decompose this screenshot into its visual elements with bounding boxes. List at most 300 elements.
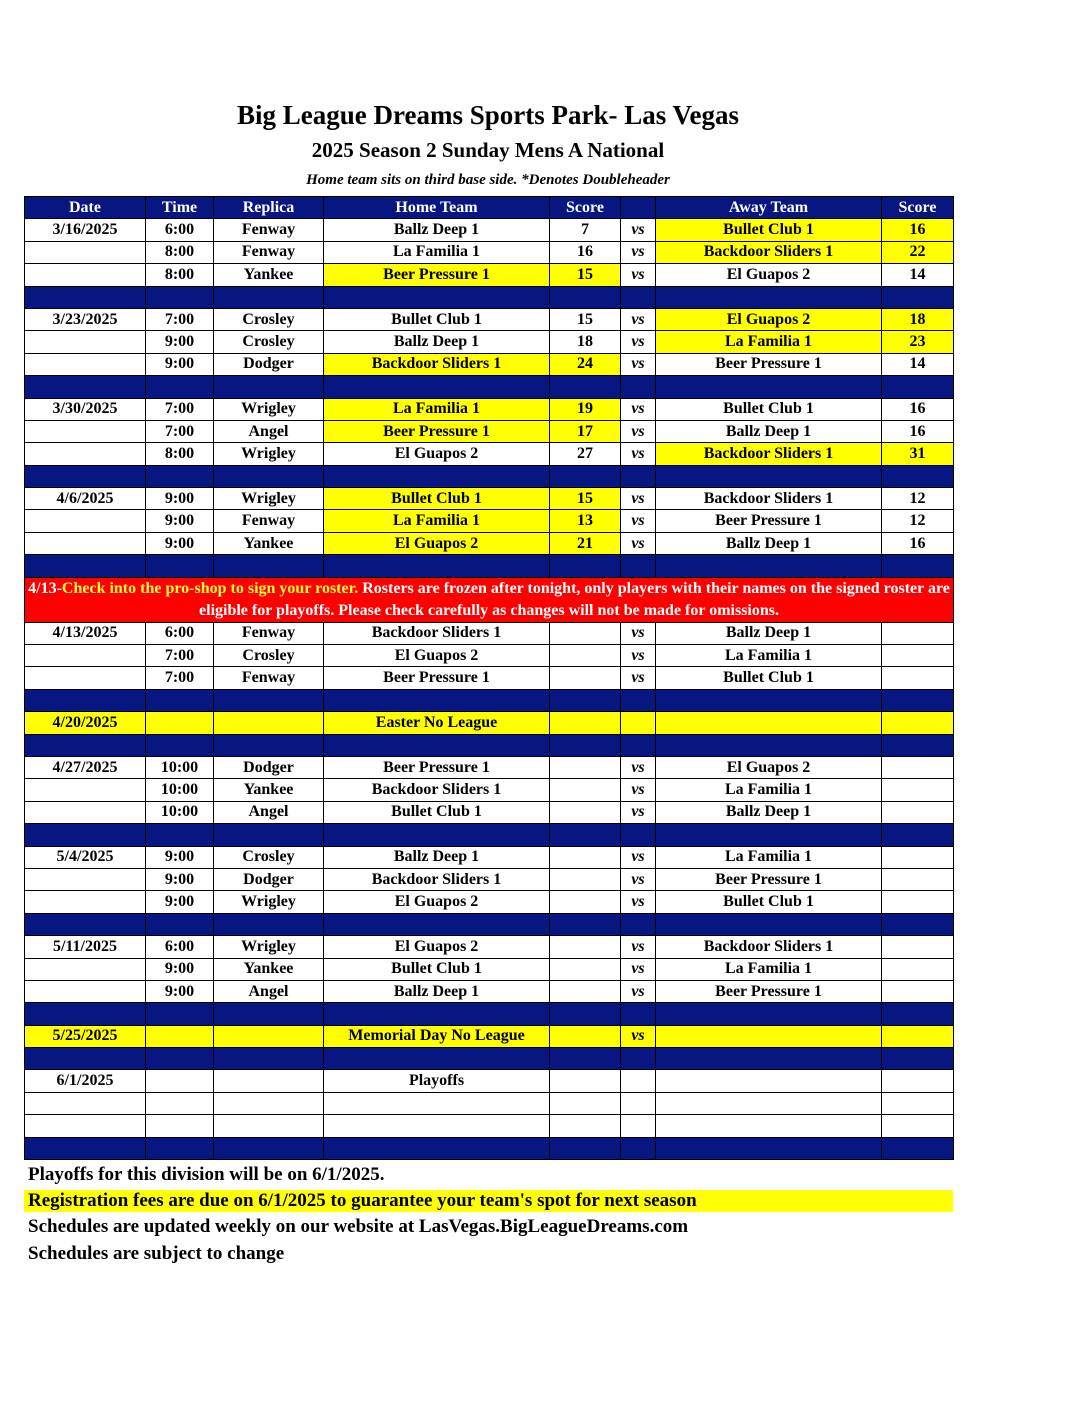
cell-time: 10:00: [146, 779, 214, 801]
cell-away-score: [882, 1115, 954, 1137]
game-row: [25, 1070, 954, 1092]
game-row: [25, 264, 954, 286]
cell-home-score: [550, 1092, 621, 1114]
separator-cell: [550, 376, 621, 398]
cell-date: 5/11/2025: [25, 936, 146, 958]
separator-cell: [882, 824, 954, 846]
cell-vs: vs: [621, 241, 656, 263]
footer-registration-note: Registration fees are due on 6/1/2025 to guarantee your team's spot for next season: [24, 1190, 953, 1212]
cell-time: 9:00: [146, 532, 214, 554]
separator-cell: [214, 689, 324, 711]
cell-time: 6:00: [146, 622, 214, 644]
page-subtitle: 2025 Season 2 Sunday Mens A National: [311, 138, 665, 162]
cell-replica: [214, 1025, 324, 1047]
cell-date: 4/20/2025: [25, 712, 146, 734]
roster-notice-highlight: Check into the pro-shop to sign your roster.: [61, 579, 359, 597]
cell-home-score: [550, 846, 621, 868]
cell-vs: vs: [621, 936, 656, 958]
cell-home-team: [324, 1115, 550, 1137]
cell-date: 3/23/2025: [25, 308, 146, 330]
cell-away-team: El Guapos 2: [656, 756, 882, 778]
cell-away-score: [882, 1025, 954, 1047]
separator-cell: [324, 1048, 550, 1070]
separator-cell: [324, 555, 550, 577]
cell-home-score: [550, 1070, 621, 1092]
cell-home-team: Ballz Deep 1: [324, 331, 550, 353]
cell-home-team: Bullet Club 1: [324, 801, 550, 823]
separator-cell: [656, 555, 882, 577]
separator-row: [25, 913, 954, 935]
cell-away-score: [882, 936, 954, 958]
separator-cell: [25, 465, 146, 487]
cell-away-team: [656, 1025, 882, 1047]
separator-cell: [656, 1048, 882, 1070]
separator-cell: [146, 824, 214, 846]
separator-cell: [146, 465, 214, 487]
cell-home-score: [550, 622, 621, 644]
cell-replica: Yankee: [214, 958, 324, 980]
cell-home-score: 19: [550, 398, 621, 420]
separator-row: [25, 689, 954, 711]
cell-away-score: [882, 868, 954, 890]
separator-row: [25, 1048, 954, 1070]
col-header-date: Date: [25, 197, 146, 219]
cell-date: [25, 891, 146, 913]
cell-vs: vs: [621, 1025, 656, 1047]
cell-date: [25, 868, 146, 890]
cell-home-team: Bullet Club 1: [324, 308, 550, 330]
col-header-home-score: Score: [550, 197, 621, 219]
cell-away-team: Beer Pressure 1: [656, 868, 882, 890]
roster-notice-text: Rosters are frozen after tonight, only players with their names on the signed roster are eligible for playoffs. Please check carefully as changes will not be made for omissions.: [199, 579, 950, 619]
separator-cell: [882, 913, 954, 935]
cell-away-score: 16: [882, 420, 954, 442]
separator-cell: [25, 555, 146, 577]
cell-vs: vs: [621, 443, 656, 465]
separator-cell: [324, 465, 550, 487]
separator-cell: [214, 913, 324, 935]
separator-cell: [25, 913, 146, 935]
separator-cell: [214, 555, 324, 577]
cell-vs: vs: [621, 958, 656, 980]
game-row: [25, 779, 954, 801]
cell-time: 6:00: [146, 936, 214, 958]
cell-home-score: 15: [550, 308, 621, 330]
cell-date: [25, 353, 146, 375]
cell-home-score: 27: [550, 443, 621, 465]
cell-vs: vs: [621, 779, 656, 801]
cell-vs: [621, 1070, 656, 1092]
cell-time: 7:00: [146, 398, 214, 420]
separator-cell: [621, 1137, 656, 1159]
cell-home-team: Beer Pressure 1: [324, 264, 550, 286]
cell-replica: Fenway: [214, 667, 324, 689]
cell-home-score: 13: [550, 510, 621, 532]
cell-away-score: [882, 712, 954, 734]
separator-cell: [324, 913, 550, 935]
cell-vs: [621, 1115, 656, 1137]
cell-home-team: El Guapos 2: [324, 891, 550, 913]
separator-cell: [656, 376, 882, 398]
col-header-time: Time: [146, 197, 214, 219]
cell-away-score: 14: [882, 353, 954, 375]
separator-cell: [550, 689, 621, 711]
cell-time: [146, 712, 214, 734]
cell-away-score: [882, 622, 954, 644]
cell-replica: Crosley: [214, 846, 324, 868]
cell-away-score: [882, 980, 954, 1002]
cell-vs: [621, 1092, 656, 1114]
cell-away-score: [882, 846, 954, 868]
game-row: [25, 219, 954, 241]
cell-away-score: 23: [882, 331, 954, 353]
cell-away-team: La Familia 1: [656, 331, 882, 353]
separator-cell: [25, 824, 146, 846]
game-row: [25, 622, 954, 644]
separator-cell: [25, 286, 146, 308]
cell-home-team: El Guapos 2: [324, 936, 550, 958]
separator-cell: [146, 1048, 214, 1070]
schedule-table: [24, 196, 954, 1160]
game-row: [25, 846, 954, 868]
cell-away-score: 16: [882, 532, 954, 554]
separator-cell: [882, 555, 954, 577]
separator-cell: [621, 376, 656, 398]
cell-away-team: Beer Pressure 1: [656, 510, 882, 532]
cell-replica: Dodger: [214, 868, 324, 890]
game-row: [25, 1092, 954, 1114]
cell-date: 4/6/2025: [25, 488, 146, 510]
cell-time: 9:00: [146, 846, 214, 868]
separator-cell: [146, 376, 214, 398]
cell-time: 8:00: [146, 443, 214, 465]
cell-vs: vs: [621, 488, 656, 510]
cell-replica: Fenway: [214, 241, 324, 263]
cell-away-score: 16: [882, 219, 954, 241]
cell-away-team: Bullet Club 1: [656, 219, 882, 241]
separator-cell: [146, 689, 214, 711]
cell-replica: Crosley: [214, 308, 324, 330]
cell-away-team: Ballz Deep 1: [656, 532, 882, 554]
cell-away-team: La Familia 1: [656, 846, 882, 868]
cell-date: [25, 801, 146, 823]
cell-home-score: 18: [550, 331, 621, 353]
cell-away-team: [656, 1070, 882, 1092]
cell-replica: [214, 712, 324, 734]
cell-away-score: [882, 891, 954, 913]
separator-cell: [324, 1137, 550, 1159]
separator-cell: [25, 1003, 146, 1025]
separator-cell: [25, 689, 146, 711]
col-header-vs: [621, 197, 656, 219]
separator-cell: [214, 286, 324, 308]
separator-row: [25, 465, 954, 487]
cell-away-team: Ballz Deep 1: [656, 420, 882, 442]
cell-home-team: Beer Pressure 1: [324, 420, 550, 442]
separator-cell: [324, 286, 550, 308]
cell-home-score: [550, 801, 621, 823]
separator-cell: [146, 555, 214, 577]
cell-replica: Dodger: [214, 756, 324, 778]
separator-cell: [550, 1003, 621, 1025]
separator-cell: [25, 376, 146, 398]
game-row: [25, 510, 954, 532]
cell-away-team: Bullet Club 1: [656, 891, 882, 913]
cell-home-team: La Familia 1: [324, 510, 550, 532]
separator-cell: [621, 555, 656, 577]
separator-cell: [621, 824, 656, 846]
game-row: [25, 308, 954, 330]
cell-date: 5/25/2025: [25, 1025, 146, 1047]
cell-away-score: 14: [882, 264, 954, 286]
cell-away-score: [882, 1070, 954, 1092]
game-row: [25, 756, 954, 778]
cell-time: 9:00: [146, 353, 214, 375]
cell-away-team: Backdoor Sliders 1: [656, 488, 882, 510]
cell-home-score: [550, 779, 621, 801]
game-row: [25, 420, 954, 442]
separator-cell: [146, 1137, 214, 1159]
cell-home-team: Easter No League: [324, 712, 550, 734]
cell-away-team: El Guapos 2: [656, 308, 882, 330]
game-row: [25, 868, 954, 890]
footer-website-note: Schedules are updated weekly on our website at LasVegas.BigLeagueDreams.com: [28, 1216, 689, 1237]
col-header-replica: Replica: [214, 197, 324, 219]
cell-replica: [214, 1115, 324, 1137]
cell-time: 7:00: [146, 420, 214, 442]
game-row: [25, 398, 954, 420]
cell-home-score: [550, 958, 621, 980]
cell-away-team: Backdoor Sliders 1: [656, 443, 882, 465]
separator-cell: [214, 376, 324, 398]
cell-date: [25, 443, 146, 465]
separator-row: [25, 286, 954, 308]
table-header-row: [25, 197, 954, 219]
separator-cell: [882, 465, 954, 487]
cell-away-team: Ballz Deep 1: [656, 801, 882, 823]
cell-home-team: Beer Pressure 1: [324, 756, 550, 778]
cell-vs: vs: [621, 308, 656, 330]
separator-cell: [656, 286, 882, 308]
cell-replica: Dodger: [214, 353, 324, 375]
cell-time: 9:00: [146, 980, 214, 1002]
cell-away-score: [882, 801, 954, 823]
separator-cell: [882, 734, 954, 756]
cell-vs: vs: [621, 264, 656, 286]
cell-home-score: 7: [550, 219, 621, 241]
cell-replica: Yankee: [214, 532, 324, 554]
game-row: [25, 1115, 954, 1137]
cell-date: 3/16/2025: [25, 219, 146, 241]
cell-date: 3/30/2025: [25, 398, 146, 420]
cell-time: 7:00: [146, 667, 214, 689]
cell-time: 9:00: [146, 331, 214, 353]
cell-time: 9:00: [146, 488, 214, 510]
cell-away-team: Bullet Club 1: [656, 398, 882, 420]
special-row: [25, 1025, 954, 1047]
separator-cell: [214, 465, 324, 487]
game-row: [25, 488, 954, 510]
cell-home-team: Ballz Deep 1: [324, 980, 550, 1002]
cell-vs: vs: [621, 980, 656, 1002]
cell-away-team: [656, 712, 882, 734]
separator-cell: [621, 465, 656, 487]
cell-home-team: El Guapos 2: [324, 443, 550, 465]
cell-replica: Fenway: [214, 622, 324, 644]
cell-home-score: [550, 891, 621, 913]
footer-change-note: Schedules are subject to change: [28, 1243, 285, 1264]
cell-vs: [621, 712, 656, 734]
cell-home-team: El Guapos 2: [324, 645, 550, 667]
cell-replica: Angel: [214, 420, 324, 442]
game-row: [25, 443, 954, 465]
cell-replica: Wrigley: [214, 891, 324, 913]
separator-cell: [146, 286, 214, 308]
cell-vs: vs: [621, 532, 656, 554]
cell-away-score: [882, 756, 954, 778]
cell-home-team: Bullet Club 1: [324, 958, 550, 980]
cell-home-score: 16: [550, 241, 621, 263]
cell-home-score: 15: [550, 488, 621, 510]
col-header-away-team: Away Team: [656, 197, 882, 219]
separator-cell: [656, 913, 882, 935]
cell-home-score: [550, 980, 621, 1002]
cell-date: [25, 779, 146, 801]
separator-cell: [621, 286, 656, 308]
game-row: [25, 532, 954, 554]
cell-away-team: La Familia 1: [656, 779, 882, 801]
separator-cell: [656, 1137, 882, 1159]
separator-cell: [324, 689, 550, 711]
cell-vs: vs: [621, 420, 656, 442]
cell-date: [25, 241, 146, 263]
cell-home-score: [550, 667, 621, 689]
separator-cell: [882, 1137, 954, 1159]
cell-time: 9:00: [146, 958, 214, 980]
col-header-away-score: Score: [882, 197, 954, 219]
separator-cell: [146, 913, 214, 935]
cell-vs: vs: [621, 510, 656, 532]
cell-away-team: La Familia 1: [656, 645, 882, 667]
cell-home-score: 17: [550, 420, 621, 442]
cell-away-score: [882, 1092, 954, 1114]
separator-row: [25, 555, 954, 577]
cell-time: 8:00: [146, 264, 214, 286]
cell-away-team: El Guapos 2: [656, 264, 882, 286]
separator-cell: [656, 689, 882, 711]
separator-cell: [214, 1137, 324, 1159]
separator-cell: [25, 1048, 146, 1070]
cell-home-score: [550, 1025, 621, 1047]
separator-cell: [621, 1048, 656, 1070]
cell-time: [146, 1070, 214, 1092]
separator-cell: [621, 1003, 656, 1025]
cell-time: [146, 1025, 214, 1047]
cell-vs: vs: [621, 801, 656, 823]
cell-date: [25, 667, 146, 689]
cell-date: [25, 1115, 146, 1137]
game-row: [25, 936, 954, 958]
cell-away-team: Ballz Deep 1: [656, 622, 882, 644]
col-header-home-team: Home Team: [324, 197, 550, 219]
cell-time: [146, 1092, 214, 1114]
cell-home-score: 15: [550, 264, 621, 286]
cell-away-team: Bullet Club 1: [656, 667, 882, 689]
cell-away-score: [882, 645, 954, 667]
separator-cell: [656, 465, 882, 487]
cell-vs: vs: [621, 667, 656, 689]
separator-cell: [621, 689, 656, 711]
cell-away-team: Beer Pressure 1: [656, 353, 882, 375]
cell-away-team: [656, 1115, 882, 1137]
cell-home-score: [550, 756, 621, 778]
cell-away-score: 12: [882, 488, 954, 510]
cell-away-score: 31: [882, 443, 954, 465]
game-row: [25, 801, 954, 823]
game-row: [25, 891, 954, 913]
separator-cell: [324, 824, 550, 846]
game-row: [25, 958, 954, 980]
cell-replica: Angel: [214, 801, 324, 823]
cell-home-score: [550, 1115, 621, 1137]
cell-replica: Wrigley: [214, 443, 324, 465]
cell-vs: vs: [621, 622, 656, 644]
separator-cell: [214, 824, 324, 846]
separator-cell: [214, 1048, 324, 1070]
separator-cell: [656, 734, 882, 756]
cell-home-team: El Guapos 2: [324, 532, 550, 554]
cell-replica: Fenway: [214, 219, 324, 241]
cell-home-score: 21: [550, 532, 621, 554]
separator-cell: [550, 824, 621, 846]
header-note: Home team sits on third base side. *Denotes Doubleheader: [306, 172, 670, 188]
cell-away-team: La Familia 1: [656, 958, 882, 980]
roster-notice-row: [25, 577, 954, 622]
separator-cell: [882, 1048, 954, 1070]
separator-cell: [550, 555, 621, 577]
cell-away-score: 18: [882, 308, 954, 330]
cell-replica: Crosley: [214, 645, 324, 667]
cell-home-team: La Familia 1: [324, 398, 550, 420]
cell-replica: [214, 1092, 324, 1114]
cell-away-score: 16: [882, 398, 954, 420]
cell-replica: Fenway: [214, 510, 324, 532]
cell-date: [25, 645, 146, 667]
separator-cell: [550, 465, 621, 487]
cell-date: [25, 331, 146, 353]
cell-vs: vs: [621, 846, 656, 868]
separator-cell: [621, 913, 656, 935]
cell-home-team: Beer Pressure 1: [324, 667, 550, 689]
cell-home-team: Backdoor Sliders 1: [324, 779, 550, 801]
separator-cell: [550, 1137, 621, 1159]
special-row: [25, 712, 954, 734]
cell-home-team: Memorial Day No League: [324, 1025, 550, 1047]
cell-vs: vs: [621, 398, 656, 420]
cell-vs: vs: [621, 331, 656, 353]
cell-time: 9:00: [146, 891, 214, 913]
cell-home-score: [550, 868, 621, 890]
cell-vs: vs: [621, 891, 656, 913]
cell-away-score: [882, 667, 954, 689]
cell-home-score: [550, 936, 621, 958]
cell-replica: Wrigley: [214, 936, 324, 958]
game-row: [25, 667, 954, 689]
cell-replica: Crosley: [214, 331, 324, 353]
cell-date: 4/13/2025: [25, 622, 146, 644]
cell-away-team: [656, 1092, 882, 1114]
separator-cell: [882, 286, 954, 308]
